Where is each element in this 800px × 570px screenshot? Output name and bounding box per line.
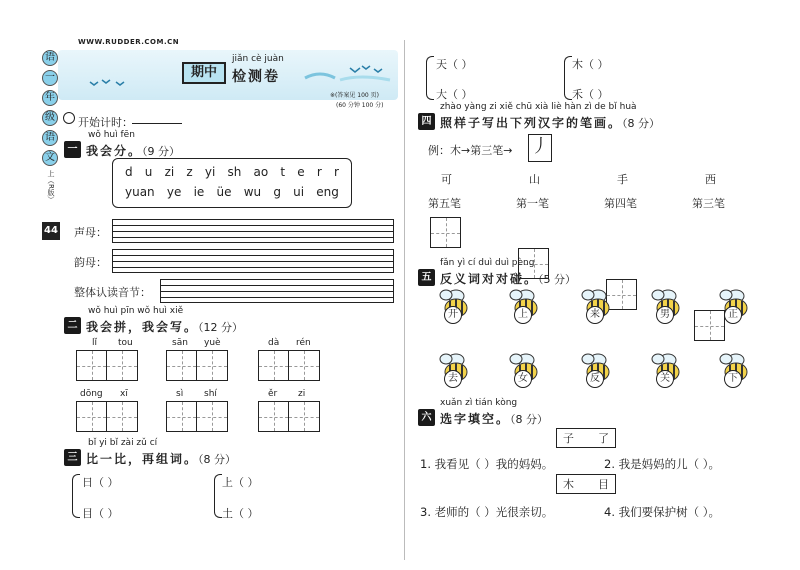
brace-icon bbox=[214, 474, 222, 518]
letter-item: g bbox=[273, 185, 281, 199]
sec3-number: 三 bbox=[64, 449, 81, 466]
side-char: 级 bbox=[42, 110, 58, 126]
letters-box bbox=[112, 158, 352, 208]
side-char: 一 bbox=[42, 70, 58, 86]
title-pinyin: jiǎn cè juàn bbox=[232, 54, 284, 64]
letter-item: wu bbox=[243, 185, 262, 199]
char-item: 西 bbox=[705, 173, 716, 186]
sec1-title: 我会分。（9 分） bbox=[86, 144, 181, 158]
writing-grid[interactable] bbox=[76, 350, 138, 381]
site-url: WWW.RUDDER.COM.CN bbox=[78, 38, 180, 46]
bee-card[interactable] bbox=[502, 352, 542, 394]
timer-label: 开始计时： bbox=[78, 116, 133, 129]
finals-label: 韵母： bbox=[74, 256, 107, 269]
side-char: 年 bbox=[42, 90, 58, 106]
letter-item: u bbox=[144, 165, 153, 179]
cloud-birds-icon bbox=[80, 74, 140, 90]
brace-icon bbox=[72, 474, 80, 518]
pinyin-shi: shí bbox=[204, 389, 217, 399]
sec2-pinyin: wǒ huì pīn wǒ huì xiě bbox=[88, 306, 184, 316]
pinyin-san: sān bbox=[172, 338, 188, 348]
letter-item: yuan bbox=[125, 185, 155, 199]
stroke-order-label: 第五笔 bbox=[428, 197, 461, 210]
timer-input-line[interactable] bbox=[132, 123, 182, 124]
stroke-order-label: 第三笔 bbox=[692, 197, 725, 210]
sec6-pinyin: xuǎn zì tián kòng bbox=[440, 398, 518, 408]
pinyin-dong: dōng bbox=[80, 389, 103, 399]
bee-card[interactable] bbox=[574, 288, 614, 330]
options-box: 木 目 bbox=[556, 474, 616, 494]
bee-card[interactable] bbox=[432, 288, 472, 330]
example-text: 例：木→第三笔→ bbox=[428, 144, 513, 157]
whole-syllables-answer-lines[interactable] bbox=[160, 279, 394, 303]
edition-label: 上（R版） bbox=[47, 170, 55, 203]
bee-card[interactable] bbox=[574, 352, 614, 394]
letter-item: sh bbox=[227, 165, 242, 179]
antonym-char: 上 bbox=[514, 306, 532, 324]
initials-label: 声母： bbox=[74, 226, 107, 239]
page-divider bbox=[404, 40, 405, 560]
whole-syllables-label: 整体认读音节： bbox=[74, 286, 151, 299]
antonym-char: 反 bbox=[586, 370, 604, 388]
antonym-char: 下 bbox=[724, 370, 742, 388]
writing-grid[interactable] bbox=[166, 350, 228, 381]
sec6-number: 六 bbox=[418, 409, 435, 426]
question-1[interactable]: 1. 我看见（ ）我的妈妈。 bbox=[420, 457, 554, 471]
question-3[interactable]: 3. 老师的（ ）光很亲切。 bbox=[420, 505, 554, 519]
word-item[interactable]: 日（ ） bbox=[82, 476, 119, 489]
antonym-char: 开 bbox=[444, 306, 462, 324]
antonym-char: 去 bbox=[444, 370, 462, 388]
pinyin-er: ěr bbox=[268, 389, 278, 399]
letter-item: t bbox=[280, 165, 286, 179]
letter-item: ui bbox=[293, 185, 305, 199]
bee-card[interactable] bbox=[712, 352, 752, 394]
bee-card[interactable] bbox=[644, 352, 684, 394]
question-2[interactable]: 2. 我是妈妈的儿（ ）。 bbox=[604, 457, 721, 471]
brace-icon bbox=[426, 56, 434, 100]
example-stroke-box: 丿 bbox=[528, 134, 552, 162]
sec2-title: 我会拼，我会写。（12 分） bbox=[86, 320, 244, 334]
answer-reference: ※(答案见 100 页) bbox=[330, 92, 379, 99]
brace-icon bbox=[564, 56, 572, 100]
word-item[interactable]: 木（ ） bbox=[572, 58, 609, 71]
stroke-order-label: 第一笔 bbox=[516, 197, 549, 210]
antonym-char: 男 bbox=[656, 306, 674, 324]
sec3-pinyin: bǐ yi bǐ zài zǔ cí bbox=[88, 438, 158, 448]
grade-subject-strip bbox=[42, 50, 60, 240]
side-char: 文 bbox=[42, 150, 58, 166]
options-box: 子 了 bbox=[556, 428, 616, 448]
page-title: 检测卷 bbox=[232, 69, 280, 85]
sec5-title: 反义词对对碰。（5 分） bbox=[440, 272, 577, 286]
letter-item: r bbox=[316, 165, 322, 179]
decorative-birds-icon bbox=[300, 60, 395, 84]
sec4-pinyin: zhào yàng zi xiě chū xià liè hàn zì de bǐ huà bbox=[440, 102, 637, 112]
pinyin-si: sì bbox=[176, 389, 184, 399]
sec4-number: 四 bbox=[418, 113, 435, 130]
letter-item: e bbox=[297, 165, 305, 179]
writing-grid[interactable] bbox=[76, 401, 138, 432]
letter-item: zi bbox=[164, 165, 175, 179]
score-note: (60 分钟 100 分) bbox=[336, 102, 384, 109]
antonym-char: 来 bbox=[586, 306, 604, 324]
pinyin-li: lǐ bbox=[92, 338, 98, 348]
pinyin-ren: rén bbox=[296, 338, 311, 348]
sec5-pinyin: fǎn yì cí duì duì pèng bbox=[440, 258, 535, 268]
bee-card[interactable] bbox=[644, 288, 684, 330]
sec6-title: 选字填空。（8 分） bbox=[440, 412, 549, 426]
letter-item: yi bbox=[204, 165, 216, 179]
letter-item: d bbox=[125, 165, 133, 179]
char-item: 手 bbox=[617, 173, 628, 186]
word-item[interactable]: 目（ ） bbox=[82, 507, 119, 520]
letter-item: ye bbox=[166, 185, 182, 199]
initials-answer-lines[interactable] bbox=[112, 219, 394, 243]
writing-grid[interactable] bbox=[258, 350, 320, 381]
stroke-order-label: 第四笔 bbox=[604, 197, 637, 210]
finals-answer-lines[interactable] bbox=[112, 249, 394, 273]
sec1-pinyin: wǒ huì fēn bbox=[88, 130, 135, 140]
pinyin-da: dà bbox=[268, 338, 280, 348]
writing-grid[interactable] bbox=[166, 401, 228, 432]
sec3-title: 比一比，再组词。（8 分） bbox=[86, 452, 237, 466]
side-char: 语 bbox=[42, 130, 58, 146]
bee-card[interactable] bbox=[712, 288, 752, 330]
antonym-char: 正 bbox=[724, 306, 742, 324]
sec5-number: 五 bbox=[418, 269, 435, 286]
char-item: 山 bbox=[529, 173, 540, 186]
sec4-title: 照样子写出下列汉字的笔画。（8 分） bbox=[440, 116, 661, 130]
pinyin-yue: yuè bbox=[204, 338, 221, 348]
pinyin-zi: zi bbox=[298, 389, 306, 399]
word-item[interactable]: 大（ ） bbox=[436, 88, 473, 101]
bee-card[interactable] bbox=[432, 352, 472, 394]
side-char: 语 bbox=[42, 50, 58, 66]
bee-card[interactable] bbox=[502, 288, 542, 330]
page-number: 44 bbox=[42, 222, 60, 240]
char-item: 可 bbox=[441, 173, 452, 186]
writing-grid[interactable] bbox=[258, 401, 320, 432]
letter-item: z bbox=[186, 165, 193, 179]
word-item[interactable]: 天（ ） bbox=[436, 58, 473, 71]
word-item[interactable]: 上（ ） bbox=[222, 476, 259, 489]
letter-item: üe bbox=[216, 185, 232, 199]
stroke-answer-grid[interactable] bbox=[430, 217, 461, 248]
pinyin-tou: tou bbox=[118, 338, 133, 348]
sec1-number: 一 bbox=[64, 141, 81, 158]
letter-item: eng bbox=[316, 185, 339, 199]
sec2-number: 二 bbox=[64, 317, 81, 334]
exam-badge: 期中 bbox=[182, 62, 226, 84]
word-item[interactable]: 禾（ ） bbox=[572, 88, 609, 101]
letter-item: ie bbox=[193, 185, 205, 199]
clock-icon bbox=[63, 112, 75, 124]
letter-item: ao bbox=[253, 165, 269, 179]
pinyin-xi: xī bbox=[120, 389, 128, 399]
question-4[interactable]: 4. 我们要保护树（ ）。 bbox=[604, 505, 721, 519]
letter-item: r bbox=[333, 165, 339, 179]
antonym-char: 女 bbox=[514, 370, 532, 388]
antonym-char: 关 bbox=[656, 370, 674, 388]
word-item[interactable]: 土（ ） bbox=[222, 507, 259, 520]
